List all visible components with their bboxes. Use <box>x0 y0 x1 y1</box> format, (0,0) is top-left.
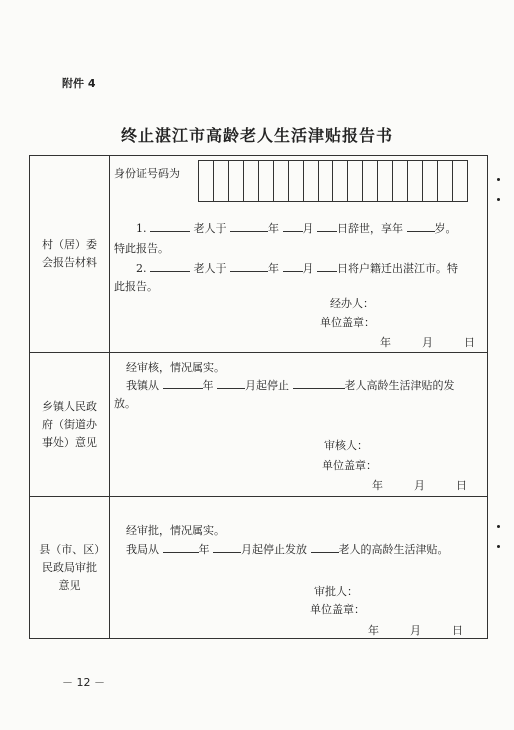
section-content-village <box>110 156 487 352</box>
id-number-label: 身份证号码为 <box>114 167 180 180</box>
month-blank-3[interactable] <box>217 378 245 389</box>
section-label-village: 村（居）委会报告材料 <box>30 156 110 352</box>
stop-line-3: 我局从 年 月起停止发放 老人的高龄生活津贴。 <box>126 543 449 556</box>
year-blank-3[interactable] <box>163 378 203 389</box>
section-label-township: 乡镇人民政府（街道办事处）意见 <box>30 353 110 496</box>
section-content-bureau <box>110 497 487 639</box>
verify-text: 经审核，情况属实。 <box>126 361 225 374</box>
line2: 2. 老人于 年 月 日将户籍迁出湛江市。特 <box>136 262 458 275</box>
line2-end: 此报告。 <box>114 280 158 293</box>
approver-label: 审批人： <box>314 585 358 598</box>
line1-end: 特此报告。 <box>114 242 169 255</box>
attachment-label: 附件 4 <box>62 77 96 90</box>
page-number: － 12 － <box>62 676 105 689</box>
name-blank-2[interactable] <box>150 261 190 272</box>
date-line-2: 年 月 日 <box>372 479 467 492</box>
month-blank-2[interactable] <box>283 261 303 272</box>
section-township-opinion <box>30 353 487 497</box>
handler-label: 经办人： <box>330 297 374 310</box>
reviewer-label: 审核人： <box>324 439 368 452</box>
seal-label: 单位盖章： <box>320 316 375 329</box>
date-line-3: 年 月 日 <box>368 624 463 637</box>
section-content-township <box>110 353 487 496</box>
month-blank-1[interactable] <box>283 221 303 232</box>
stop-line: 我镇从 年 月起停止 老人高龄生活津贴的发 <box>126 379 455 392</box>
id-number-boxes[interactable] <box>198 160 468 202</box>
binding-mark <box>497 198 500 201</box>
document-title: 终止湛江市高龄老人生活津贴报告书 <box>120 126 393 145</box>
report-form <box>29 155 488 639</box>
day-blank-1[interactable] <box>317 221 337 232</box>
name-blank-3[interactable] <box>293 378 345 389</box>
line1: 1. 老人于 年 月 日辞世，享年 岁。 <box>136 222 457 235</box>
year-blank-2[interactable] <box>230 261 268 272</box>
name-blank-1[interactable] <box>150 221 190 232</box>
binding-mark <box>497 545 500 548</box>
year-blank-4[interactable] <box>163 542 199 553</box>
date-line: 年 月 日 <box>380 336 475 349</box>
month-blank-4[interactable] <box>213 542 241 553</box>
seal-label-2: 单位盖章： <box>322 459 377 472</box>
section-bureau-approval <box>30 497 487 639</box>
seal-label-3: 单位盖章： <box>310 603 365 616</box>
binding-mark <box>497 525 500 528</box>
day-blank-2[interactable] <box>317 261 337 272</box>
stop-line-end: 放。 <box>114 397 136 410</box>
name-blank-4[interactable] <box>311 542 339 553</box>
year-blank-1[interactable] <box>230 221 268 232</box>
binding-mark <box>497 178 500 181</box>
section-village-report <box>30 156 487 353</box>
approve-text: 经审批，情况属实。 <box>126 524 225 537</box>
age-blank[interactable] <box>407 221 435 232</box>
section-label-bureau: 县（市、区）民政局审批意见 <box>30 497 110 639</box>
